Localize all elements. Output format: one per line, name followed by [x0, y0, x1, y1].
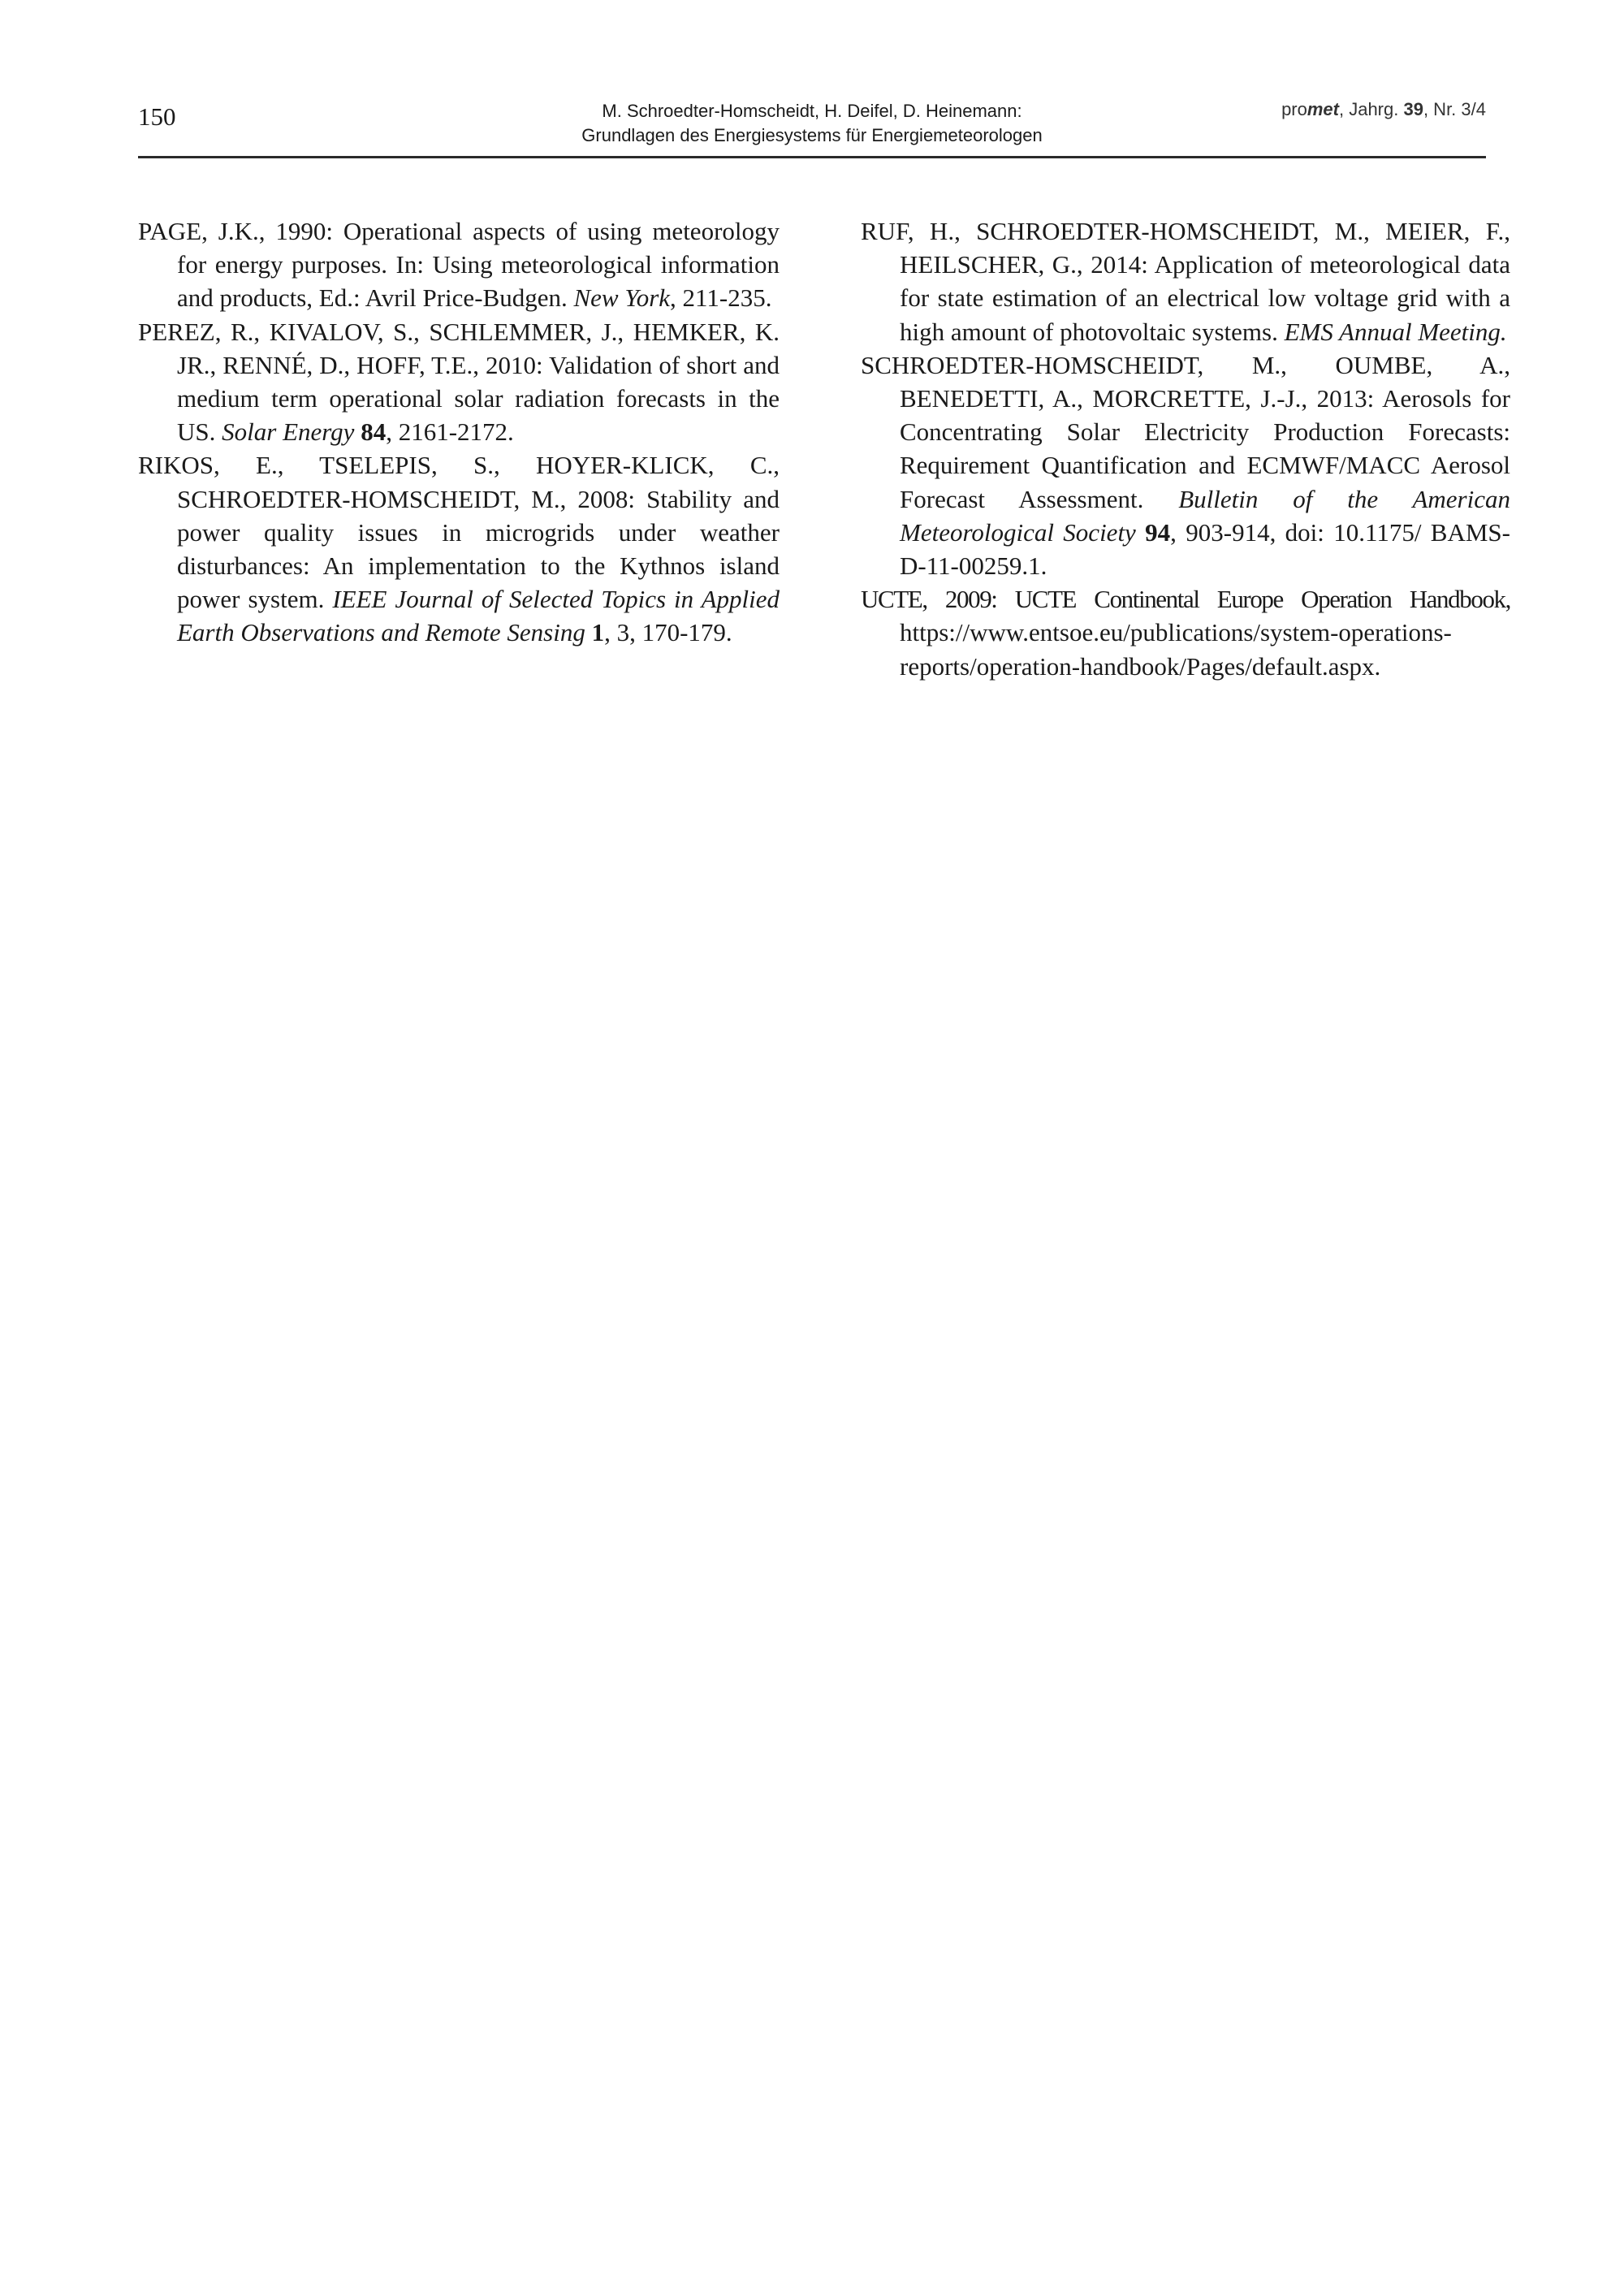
journal-issue: , Nr. 3/4 — [1423, 99, 1486, 119]
journal-brand: met — [1307, 99, 1339, 119]
reference-tail: , 2161-2172. — [386, 417, 514, 447]
reference-title: Operational aspects of using meteorology for energy purposes. In: Using meteorological information and products, Ed.: Avril Price-Budgen. — [177, 217, 780, 313]
reference-entry — [861, 214, 1510, 348]
reference-volume: 84 — [354, 417, 387, 447]
reference-entry — [138, 448, 780, 649]
reference-url: https://www.entsoe.eu/publications/system-operations-reports/operation-handbook/Pages/default.aspx. — [900, 618, 1452, 681]
reference-venue: New York — [573, 283, 671, 313]
reference-title: Validation of short and medium term operational solar radiation forecasts in the US. — [177, 350, 780, 447]
page-number: 150 — [138, 102, 176, 131]
journal-prefix: pro — [1281, 99, 1307, 119]
running-title-authors: M. Schroedter-Homscheidt, H. Deifel, D. Heinemann: — [602, 101, 1022, 121]
reference-entry — [861, 348, 1510, 582]
reference-entry — [861, 582, 1510, 683]
reference-title: Application of meteorological data for state estimation of an electrical low voltage grid with a high amount of photovoltaic systems. — [900, 250, 1510, 346]
reference-title: UCTE Continental Europe Operation Handbook, — [1014, 585, 1510, 614]
journal-volume: 39 — [1403, 99, 1423, 119]
reference-entry — [138, 214, 780, 315]
reference-tail: , 903-914, doi: 10.1175/ BAMS-D-11-00259.1. — [900, 517, 1510, 581]
references-right-column — [861, 214, 1510, 683]
reference-authors: PEREZ, R., KIVALOV, S., SCHLEMMER, J., HEMKER, K. JR., RENNÉ, D., HOFF, T.E., 2010: — [138, 317, 780, 379]
reference-tail: , 211-235. — [670, 283, 772, 313]
reference-title: Stability and power quality issues in microgrids under weather disturbances: An implementation to the Kythnos island power system. — [177, 484, 780, 614]
reference-title: Aerosols for Concentrating Solar Electricity Production Forecasts: Requirement Quantification and ECMWF/MACC Aerosol Forecast Assessment. — [900, 384, 1510, 513]
reference-volume: 94 — [1135, 517, 1171, 547]
reference-venue: Bulletin of the American Meteorological Society — [900, 484, 1510, 547]
reference-tail: , 3, 170-179. — [604, 618, 732, 647]
reference-authors: SCHROEDTER-HOMSCHEIDT, M., OUMBE, A., BENEDETTI, A., MORCRETTE, J.-J., 2013: — [861, 350, 1510, 413]
references-left-column — [138, 214, 780, 650]
reference-volume: 1 — [585, 618, 605, 647]
reference-authors: PAGE, J.K., 1990: — [138, 217, 343, 245]
running-title-paper: Grundlagen des Energiesystems für Energiemeteorologen — [581, 125, 1043, 145]
reference-authors: UCTE, 2009: — [861, 585, 1015, 614]
page-header — [138, 97, 1486, 158]
reference-authors: RUF, H., SCHROEDTER-HOMSCHEIDT, M., MEIER, F., HEILSCHER, G., 2014: — [861, 217, 1510, 279]
journal-citation — [1281, 99, 1486, 120]
journal-mid: , Jahrg. — [1338, 99, 1404, 119]
reference-venue: IEEE Journal of Selected Topics in Applied Earth Observations and Remote Sensing — [177, 585, 780, 647]
reference-venue: EMS Annual Meeting. — [1284, 317, 1507, 346]
reference-venue: Solar Energy — [222, 417, 355, 447]
reference-entry — [138, 315, 780, 449]
reference-authors: RIKOS, E., TSELEPIS, S., HOYER-KLICK, C., SCHROEDTER-HOMSCHEIDT, M., 2008: — [138, 451, 780, 513]
